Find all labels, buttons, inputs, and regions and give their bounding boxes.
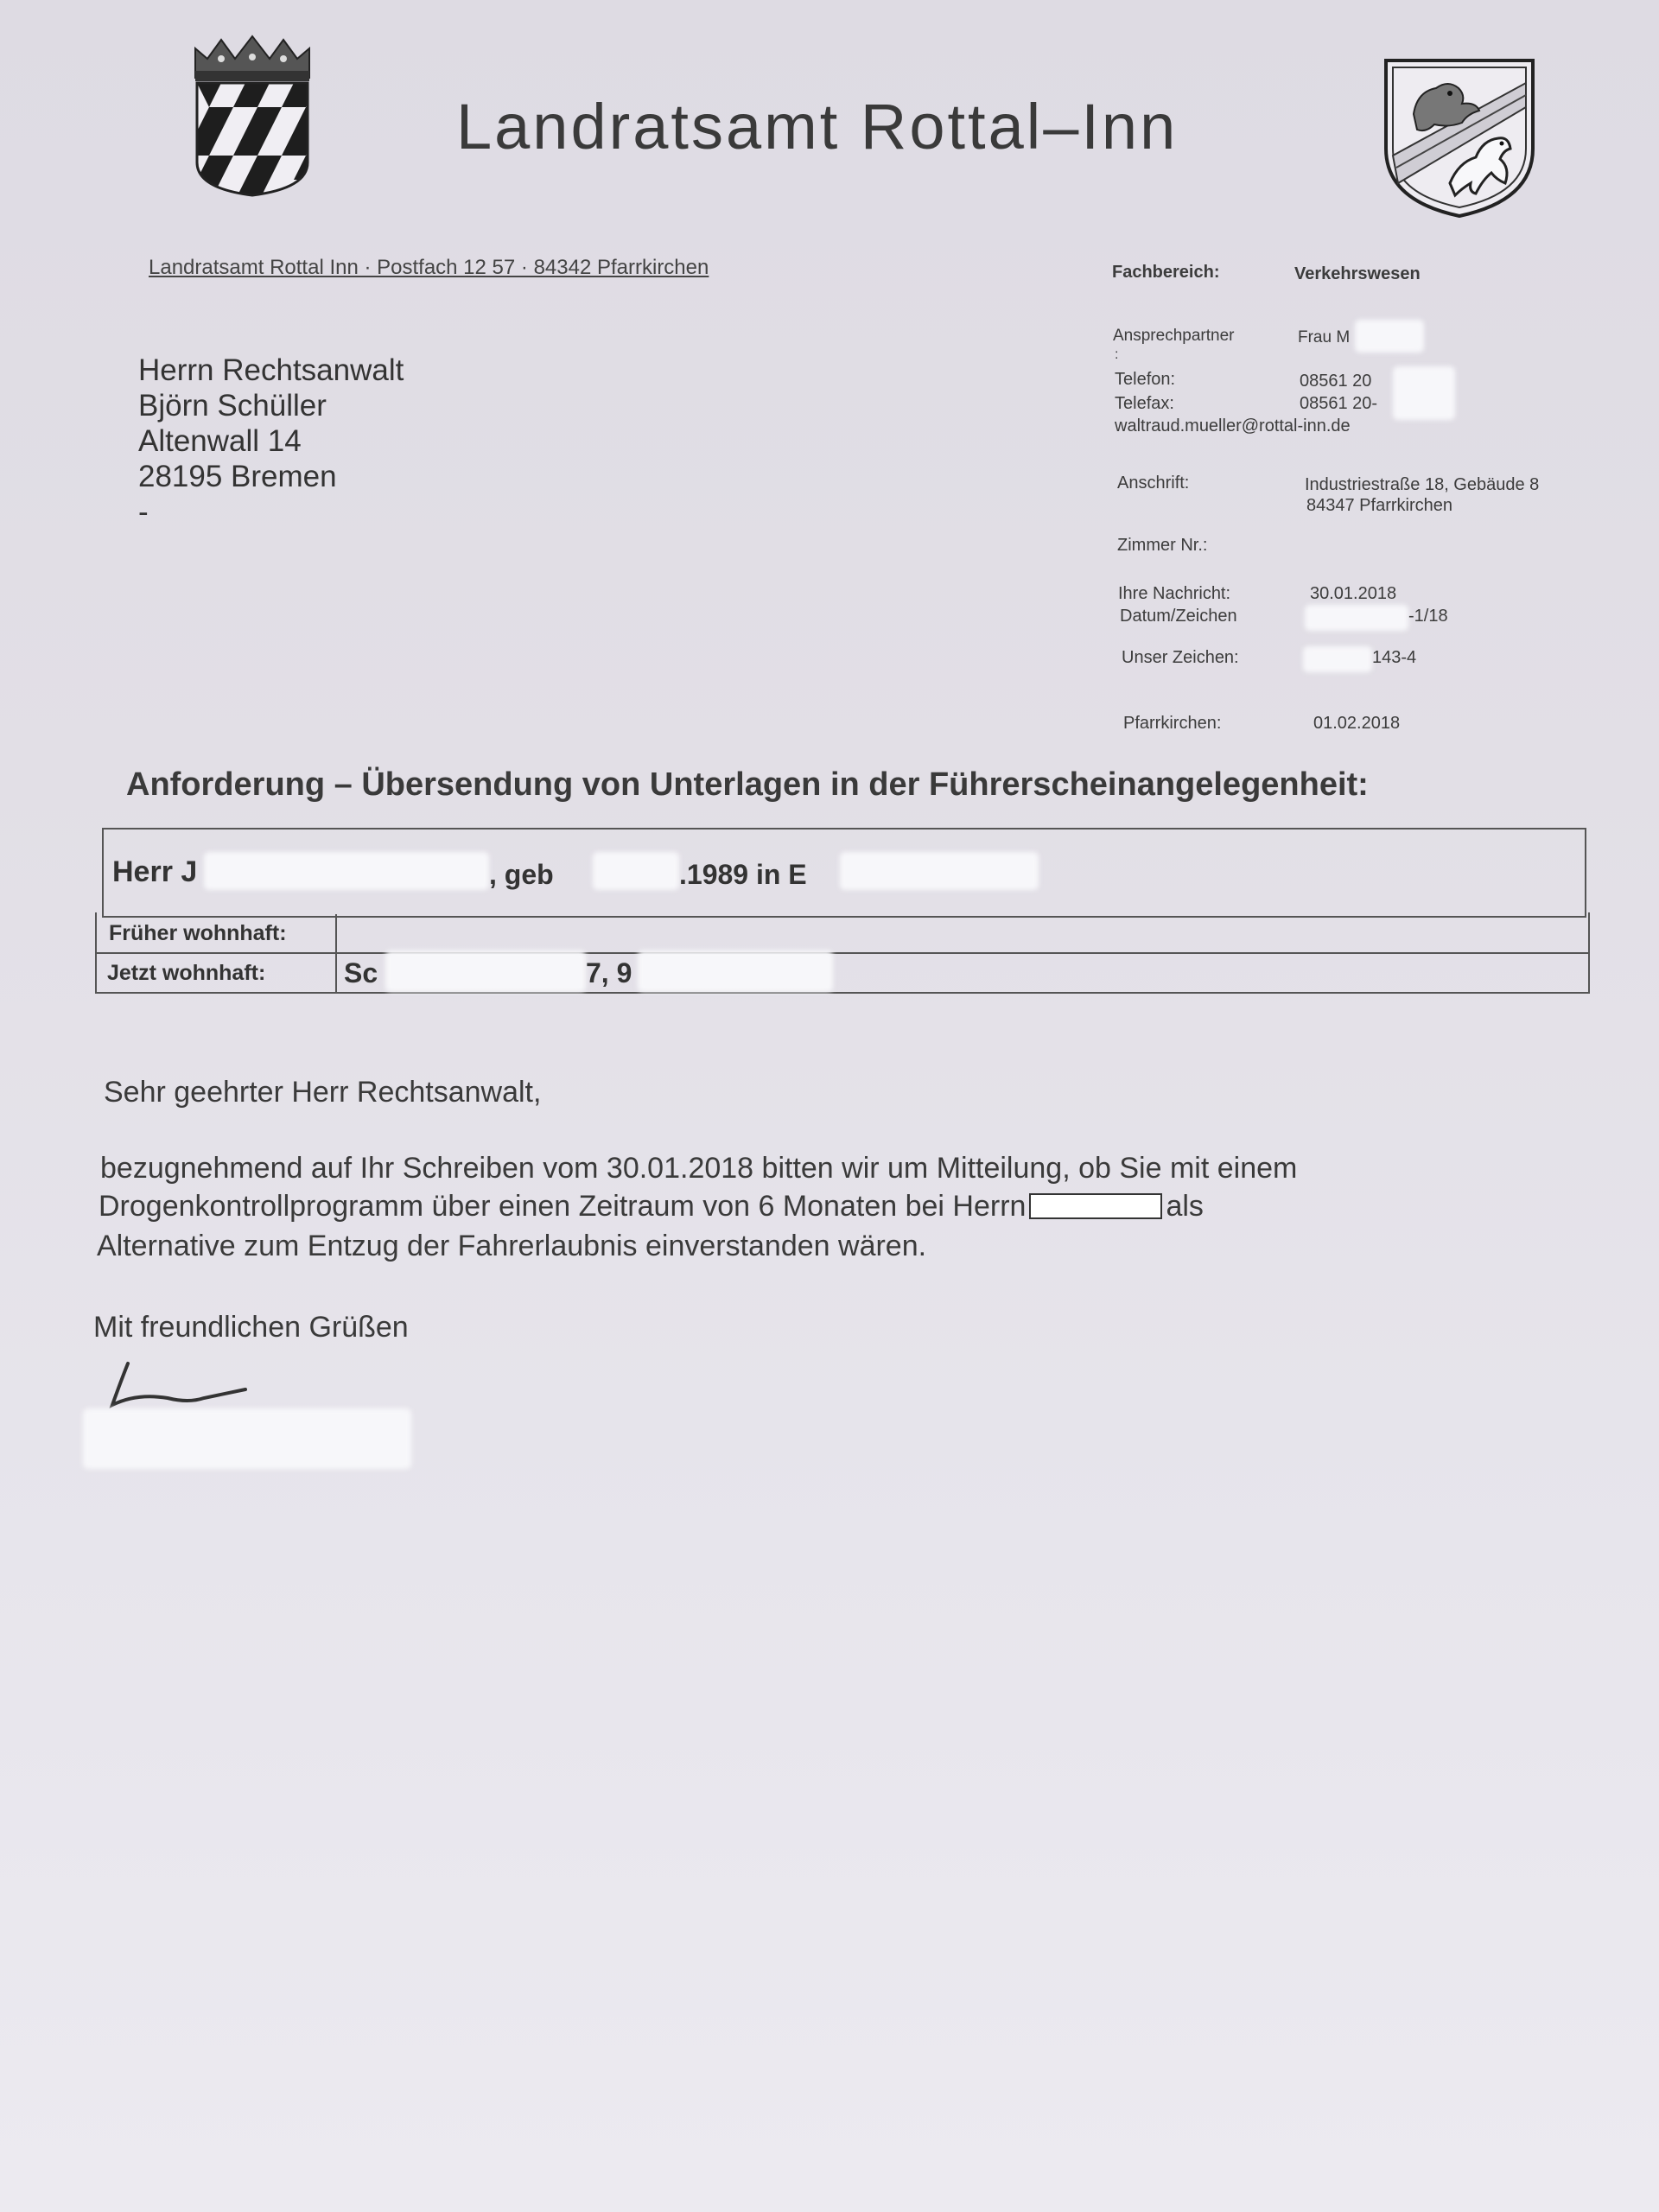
body-line-2-text: Drogenkontrollprogramm über einen Zeitraum von 6 Monaten bei Herrn xyxy=(99,1190,1027,1223)
redaction-unser-zeichen xyxy=(1303,646,1372,672)
body-line-2-end: als xyxy=(1166,1190,1204,1223)
letter-date: 01.02.2018 xyxy=(1313,714,1401,733)
redaction-birth-place xyxy=(840,852,1039,890)
recipient-line-street: Altenwall 14 xyxy=(138,424,302,458)
telefon-label: Telefon: xyxy=(1115,370,1176,389)
redaction-name-box xyxy=(1029,1193,1162,1219)
table-column-divider xyxy=(335,914,337,992)
redaction-datum-zeichen xyxy=(1305,605,1408,631)
redaction-signatory-name xyxy=(83,1408,411,1469)
previous-address-label: Früher wohnhaft: xyxy=(109,921,287,945)
ihre-nachricht-label: Ihre Nachricht: xyxy=(1118,584,1231,603)
birth-text: , geb xyxy=(489,859,554,890)
ansprechpartner-label: Ansprechpartner xyxy=(1113,327,1235,345)
datum-zeichen-label: Datum/Zeichen xyxy=(1120,607,1237,626)
anschrift-line-1: Industriestraße 18, Gebäude 8 xyxy=(1305,475,1540,494)
redaction-ansprechpartner xyxy=(1355,320,1424,353)
recipient-line-city: 28195 Bremen xyxy=(138,460,337,493)
body-line-2 xyxy=(99,1187,1204,1225)
datum-zeichen-value: -1/18 xyxy=(1408,607,1448,626)
district-coat-of-arms-icon xyxy=(1379,54,1540,219)
redaction-phone-numbers xyxy=(1393,366,1455,420)
telefon-value: 08561 20 xyxy=(1300,372,1372,391)
place-label: Pfarrkirchen: xyxy=(1123,714,1222,733)
body-line-1: bezugnehmend auf Ihr Schreiben vom 30.01.2018 bitten wir um Mitteilung, ob Sie mit einem xyxy=(100,1152,1298,1185)
birth-year-place: .1989 in E xyxy=(679,859,807,890)
return-address-line: Landratsamt Rottal Inn · Postfach 12 57 · 84342 Pfarrkirchen xyxy=(149,256,709,279)
current-address-label: Jetzt wohnhaft: xyxy=(107,961,266,985)
unser-zeichen-value: 143-4 xyxy=(1372,648,1417,667)
fachbereich-label: Fachbereich: xyxy=(1112,263,1220,282)
ihre-nachricht-value: 30.01.2018 xyxy=(1310,584,1397,603)
body-line-3: Alternative zum Entzug der Fahrerlaubnis einverstanden wären. xyxy=(97,1230,927,1262)
table-row-divider xyxy=(95,952,1590,954)
fachbereich-value: Verkehrswesen xyxy=(1294,264,1421,283)
telefax-label: Telefax: xyxy=(1115,394,1174,413)
anschrift-label: Anschrift: xyxy=(1117,474,1190,493)
person-name-label: Herr J xyxy=(112,855,198,888)
anschrift-line-2: 84347 Pfarrkirchen xyxy=(1306,496,1452,515)
redaction-current-street xyxy=(385,950,586,992)
recipient-line-name: Björn Schüller xyxy=(138,389,327,423)
closing: Mit freundlichen Grüßen xyxy=(93,1311,409,1344)
ansprechpartner-colon: : xyxy=(1115,347,1119,362)
recipient-line-dash: - xyxy=(138,495,149,529)
salutation: Sehr geehrter Herr Rechtsanwalt, xyxy=(104,1076,542,1109)
unser-zeichen-label: Unser Zeichen: xyxy=(1122,648,1239,667)
subject-line: Anforderung – Übersendung von Unterlagen in der Führerscheinangelegenheit: xyxy=(126,766,1369,803)
email-address: waltraud.mueller@rottal-inn.de xyxy=(1115,416,1351,435)
redaction-person-name xyxy=(204,852,489,890)
current-address-mid: 7, 9 xyxy=(586,957,632,988)
redaction-current-city xyxy=(638,950,833,992)
ansprechpartner-value: Frau M xyxy=(1298,328,1351,346)
bavarian-coat-of-arms-icon xyxy=(188,33,316,197)
redaction-birth-date xyxy=(593,852,679,890)
zimmer-label: Zimmer Nr.: xyxy=(1117,536,1208,555)
authority-title: Landratsamt Rottal–Inn xyxy=(456,91,1179,162)
recipient-address xyxy=(138,353,404,530)
telefax-value: 08561 20- xyxy=(1300,394,1378,413)
recipient-line-salutation: Herrn Rechtsanwalt xyxy=(138,353,404,387)
current-address-start: Sc xyxy=(344,957,378,988)
